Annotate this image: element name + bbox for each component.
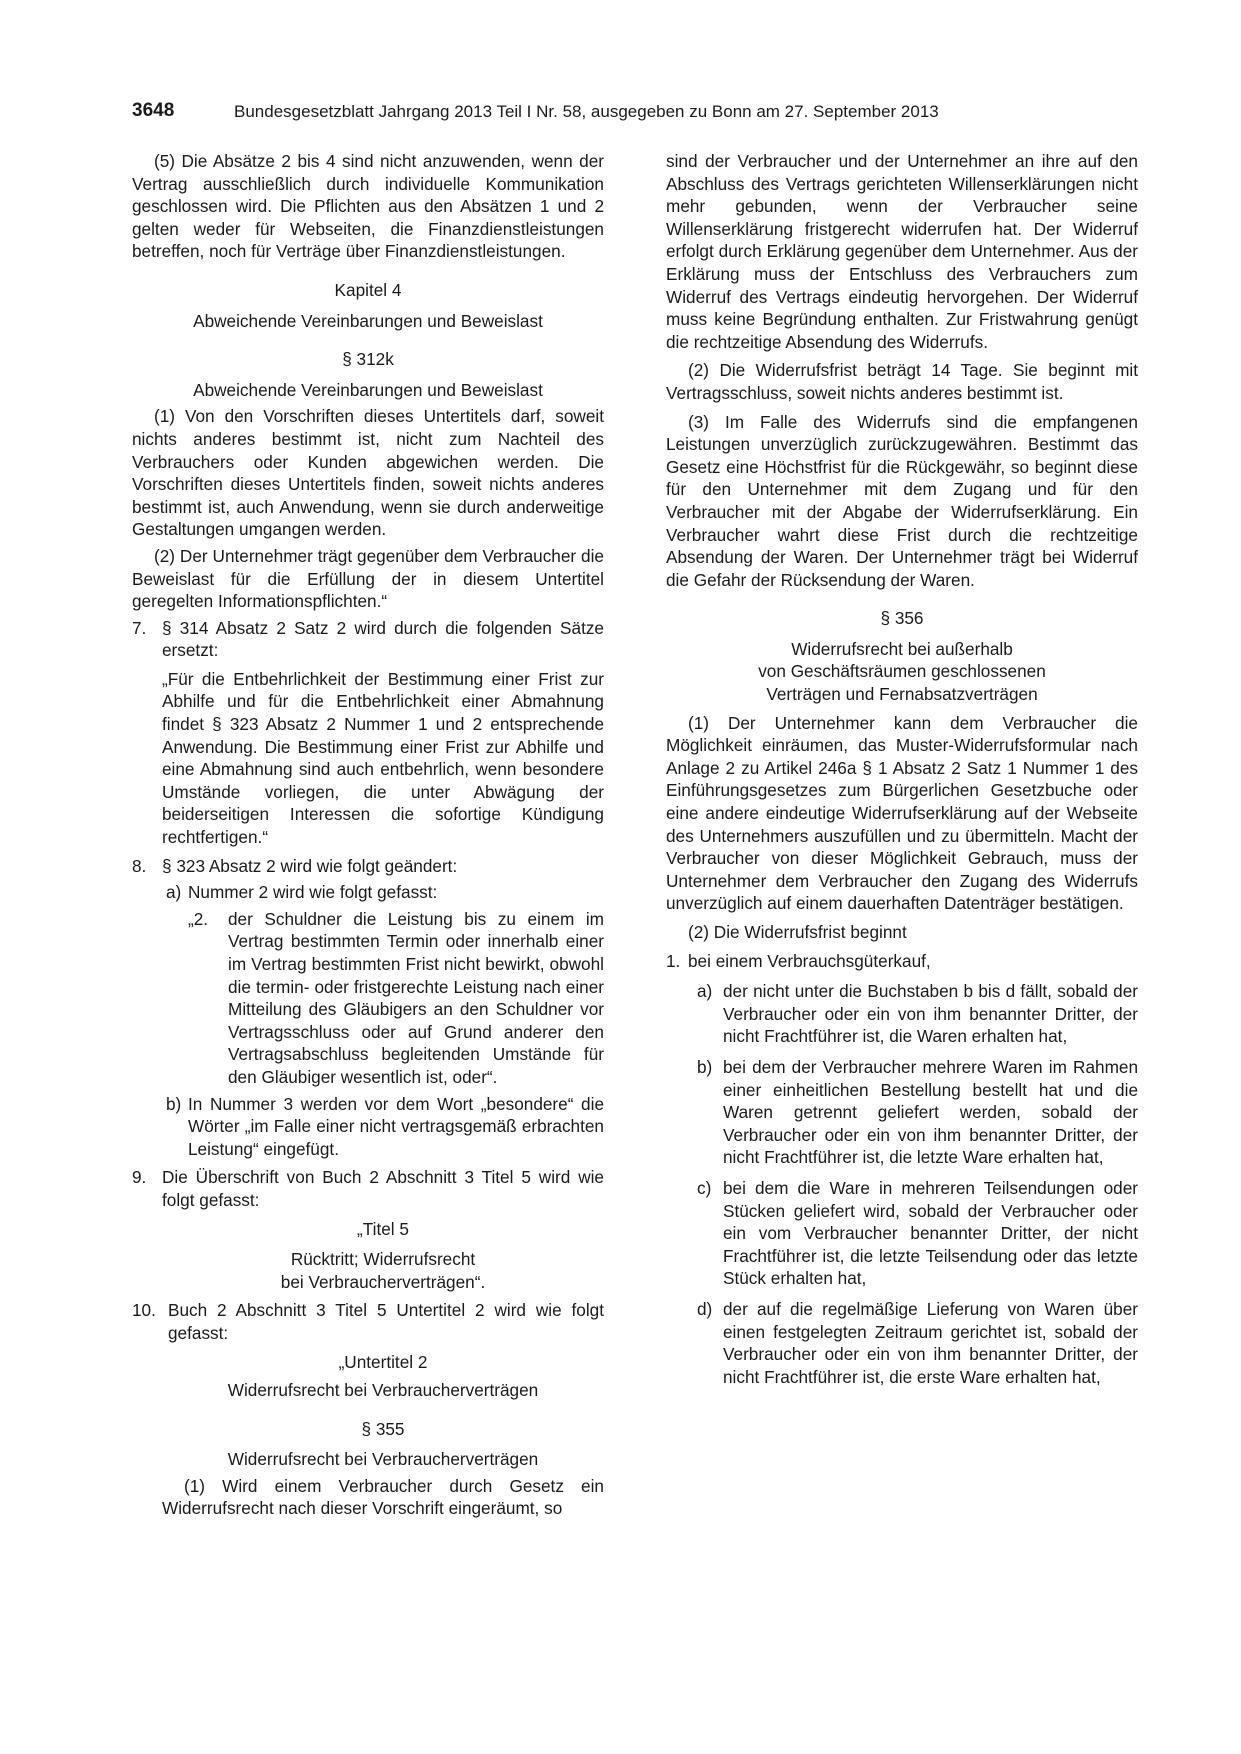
list-item-label: a) <box>697 981 713 1002</box>
list-item-text: In Nummer 3 werden vor dem Wort „besondere“ die Wörter „im Falle einer nicht vertragsgemäß erbrachten Leistung“ eingefügt. <box>188 1093 604 1159</box>
list-item-1c <box>666 1177 1138 1290</box>
page-number: 3648 <box>132 100 175 121</box>
amendment-quote-323-2 <box>132 908 604 1089</box>
list-item-8b <box>132 1093 604 1161</box>
section-heading-356: § 356 <box>880 608 924 629</box>
list-item-10 <box>132 1299 604 1344</box>
list-item-text: § 323 Absatz 2 wird wie folgt geändert: <box>162 855 458 876</box>
list-item-text: bei dem die Ware in mehreren Teilsendungen oder Stücken geliefert wird, sobald der Verbraucher oder ein vom Verbraucher benannter Dritter, der nicht Frachtführer ist, die letzte Teilsendung oder das letzte Stück erhalten hat, <box>723 1177 1138 1289</box>
list-item-label: d) <box>697 1298 713 1319</box>
paragraph-356-2: (2) Die Widerrufsfrist beginnt <box>688 922 907 942</box>
list-item-1 <box>666 950 1138 973</box>
list-item-1b <box>666 1056 1138 1169</box>
title-5-heading: „Titel 5 <box>357 1218 409 1239</box>
list-item-text: Nummer 2 wird wie folgt gefasst: <box>188 882 438 903</box>
list-item-text: der auf die regelmäßige Lieferung von Waren über einen festgelegten Zeitraum gerichtet ist, sobald der Verbraucher oder ein von ihm benannter Dritter, der nicht Frachtführer ist, die erste Ware erhalten hat, <box>723 1298 1138 1387</box>
subtitle-2-title: Widerrufsrecht bei Verbraucherverträgen <box>227 1380 539 1401</box>
list-item-text: Buch 2 Abschnitt 3 Titel 5 Untertitel 2 wird wie folgt gefasst: <box>168 1300 604 1343</box>
subtitle-2-heading: „Untertitel 2 <box>338 1351 428 1372</box>
right-column <box>666 150 1138 1388</box>
paragraph-312k-2: (2) Der Unternehmer trägt gegenüber dem Verbraucher die Beweislast für die Erfüllung der in diesem Untertitel geregelten Informationspflichten.“ <box>132 545 604 612</box>
list-item-1d <box>666 1298 1138 1388</box>
list-item-7 <box>132 617 604 662</box>
list-item-label: a) <box>166 882 182 903</box>
list-item-text: § 314 Absatz 2 Satz 2 wird durch die folgenden Sätze ersetzt: <box>162 617 604 661</box>
list-item-8 <box>132 855 604 878</box>
list-item-label: b) <box>166 1093 182 1114</box>
list-item-text: der Schuldner die Leistung bis zu einem im Vertrag bestimmten Termin oder innerhalb einer im Vertrag bestimmten Frist nicht bewirkt, obwohl die termin- oder fristgerechte Leistung nach einer Mitteilung des Gläubigers an den Schuldner vor Vertragsschluss oder auf Grund anderer den Vertragsabschluss begleitenden Umstände für den Gläubiger wesentlich ist, oder“. <box>228 908 604 1087</box>
paragraph-356-1: (1) Der Unternehmer kann dem Verbraucher die Möglichkeit einräumen, das Muster-Widerrufsformular nach Anlage 2 zu Artikel 246a § 1 Absatz 2 Satz 1 Nummer 1 des Einführungsgesetzes zum Bürgerlichen Gesetzbuche oder eine andere eindeutige Widerrufserklärung auf der Webseite des Unternehmers auszufüllen und zu übermitteln. Macht der Verbraucher von dieser Möglichkeit Gebrauch, muss der Unternehmer dem Verbraucher den Zugang des Widerrufs unverzüglich auf einem dauerhaften Datenträger bestätigen. <box>666 712 1138 914</box>
section-title-356-line-2: von Geschäftsräumen geschlossenen <box>758 661 1046 682</box>
section-heading-355: § 355 <box>361 1418 405 1439</box>
list-item-1a <box>666 980 1138 1048</box>
paragraph-312k-1: (1) Von den Vorschriften dieses Untertitels darf, soweit nichts anderes bestimmt ist, nicht zum Nachteil des Verbrauchers oder Kunden abgewichen werden. Die Vorschriften dieses Untertitels finden, soweit nichts anderes bestimmt ist, auch Anwendung, wenn sie durch anderweitige Gestaltungen umgangen werden. <box>132 406 604 540</box>
chapter-heading: Kapitel 4 <box>334 279 402 300</box>
title-5-line-1: Rücktritt; Widerrufsrecht <box>290 1249 476 1270</box>
amendment-quote-314: „Für die Entbehrlichkeit der Bestimmung einer Frist zur Abhilfe und für die Entbehrlichkeit einer Abmahnung findet § 323 Absatz 2 Nummer 1 und 2 entsprechende Anwendung. Die Bestimmung einer Frist zur Abhilfe und eine Abmahnung sind auch entbehrlich, wenn besondere Umstände vorliegen, die unter Abwägung der beiderseitigen Interessen die sofortige Kündigung rechtfertigen.“ <box>162 668 604 848</box>
list-item-label: 7. <box>132 617 147 638</box>
list-item-text: bei dem der Verbraucher mehrere Waren im Rahmen einer einheitlichen Bestellung bestellt hat und die Waren getrennt geliefert werden, sobald der Verbraucher oder ein von ihm benannter Dritter, der nicht Frachtführer ist, die letzte Ware erhalten hat, <box>723 1056 1138 1168</box>
section-title-312k: Abweichende Vereinbarungen und Beweislast <box>193 379 543 400</box>
paragraph-355-1-start: (1) Wird einem Verbraucher durch Gesetz ein Widerrufsrecht nach dieser Vorschrift eingeräumt, so <box>162 1475 604 1519</box>
page-header <box>132 100 1112 130</box>
gazette-issue-line: Bundesgesetzblatt Jahrgang 2013 Teil I Nr. 58, ausgegeben zu Bonn am 27. September 2013 <box>234 102 939 121</box>
section-title-356-line-1: Widerrufsrecht bei außerhalb <box>791 638 1013 659</box>
list-item-text: bei einem Verbrauchsgüterkauf, <box>688 950 931 971</box>
section-title-356-line-3: Verträgen und Fernabsatzverträgen <box>766 684 1038 705</box>
section-heading-312k: § 312k <box>342 349 394 370</box>
paragraph-355-1-continued: sind der Verbraucher und der Unternehmer an ihre auf den Abschluss des Vertrags gerichteten Willenserklärungen nicht mehr gebunden, wenn der Verbraucher seine Willenserklärung fristgerecht widerrufen hat. Der Widerruf erfolgt durch Erklärung gegenüber dem Unternehmer. Aus der Erklärung muss der Entschluss des Verbrauchers zum Widerruf des Vertrags eindeutig hervorgehen. Der Widerruf muss keine Begründung enthalten. Zur Fristwahrung genügt die rechtzeitige Absendung des Widerrufs. <box>666 151 1138 352</box>
title-5-line-2: bei Verbraucherverträgen“. <box>280 1271 486 1292</box>
list-item-8a <box>132 881 604 904</box>
list-item-label: 1. <box>666 950 681 971</box>
list-item-label: b) <box>697 1056 713 1077</box>
list-item-label: 8. <box>132 855 147 876</box>
list-item-text: Die Überschrift von Buch 2 Abschnitt 3 Titel 5 wird wie folgt gefasst: <box>162 1167 604 1210</box>
list-item-text: der nicht unter die Buchstaben b bis d fällt, sobald der Verbraucher oder ein von ihm benannter Dritter, der nicht Frachtführer ist, die Waren erhalten hat, <box>723 981 1138 1047</box>
section-title-355: Widerrufsrecht bei Verbraucherverträgen <box>227 1449 539 1470</box>
list-item-label: 9. <box>132 1167 147 1188</box>
list-item-label: 10. <box>132 1300 156 1321</box>
paragraph-312j-5: (5) Die Absätze 2 bis 4 sind nicht anzuwenden, wenn der Vertrag ausschließlich durch individuelle Kommunikation geschlossen wird. Die Pflichten aus den Absätzen 1 und 2 gelten weder für Webseiten, die Finanzdienstleistungen betreffen, noch für Verträge über Finanzdienstleistungen. <box>132 151 604 262</box>
paragraph-355-2: (2) Die Widerrufsfrist beträgt 14 Tage. Sie beginnt mit Vertragsschluss, soweit nichts anderes bestimmt ist. <box>666 360 1138 403</box>
list-item-9 <box>132 1166 604 1211</box>
left-column <box>132 150 604 1520</box>
list-item-label: „2. <box>188 908 209 929</box>
list-item-label: c) <box>697 1177 712 1198</box>
paragraph-355-3: (3) Im Falle des Widerrufs sind die empfangenen Leistungen unverzüglich zurückzugewähren. Bestimmt das Gesetz eine Höchstfrist für die Rückgewähr, so beginnt diese für den Unternehmer mit dem Zugang und für den Verbraucher mit der Abgabe der Widerrufserklärung. Ein Verbraucher wahrt diese Frist durch die rechtzeitige Absendung der Waren. Der Unternehmer trägt bei Widerruf die Gefahr der Rücksendung der Waren. <box>666 411 1138 590</box>
chapter-title: Abweichende Vereinbarungen und Beweislast <box>193 310 543 331</box>
